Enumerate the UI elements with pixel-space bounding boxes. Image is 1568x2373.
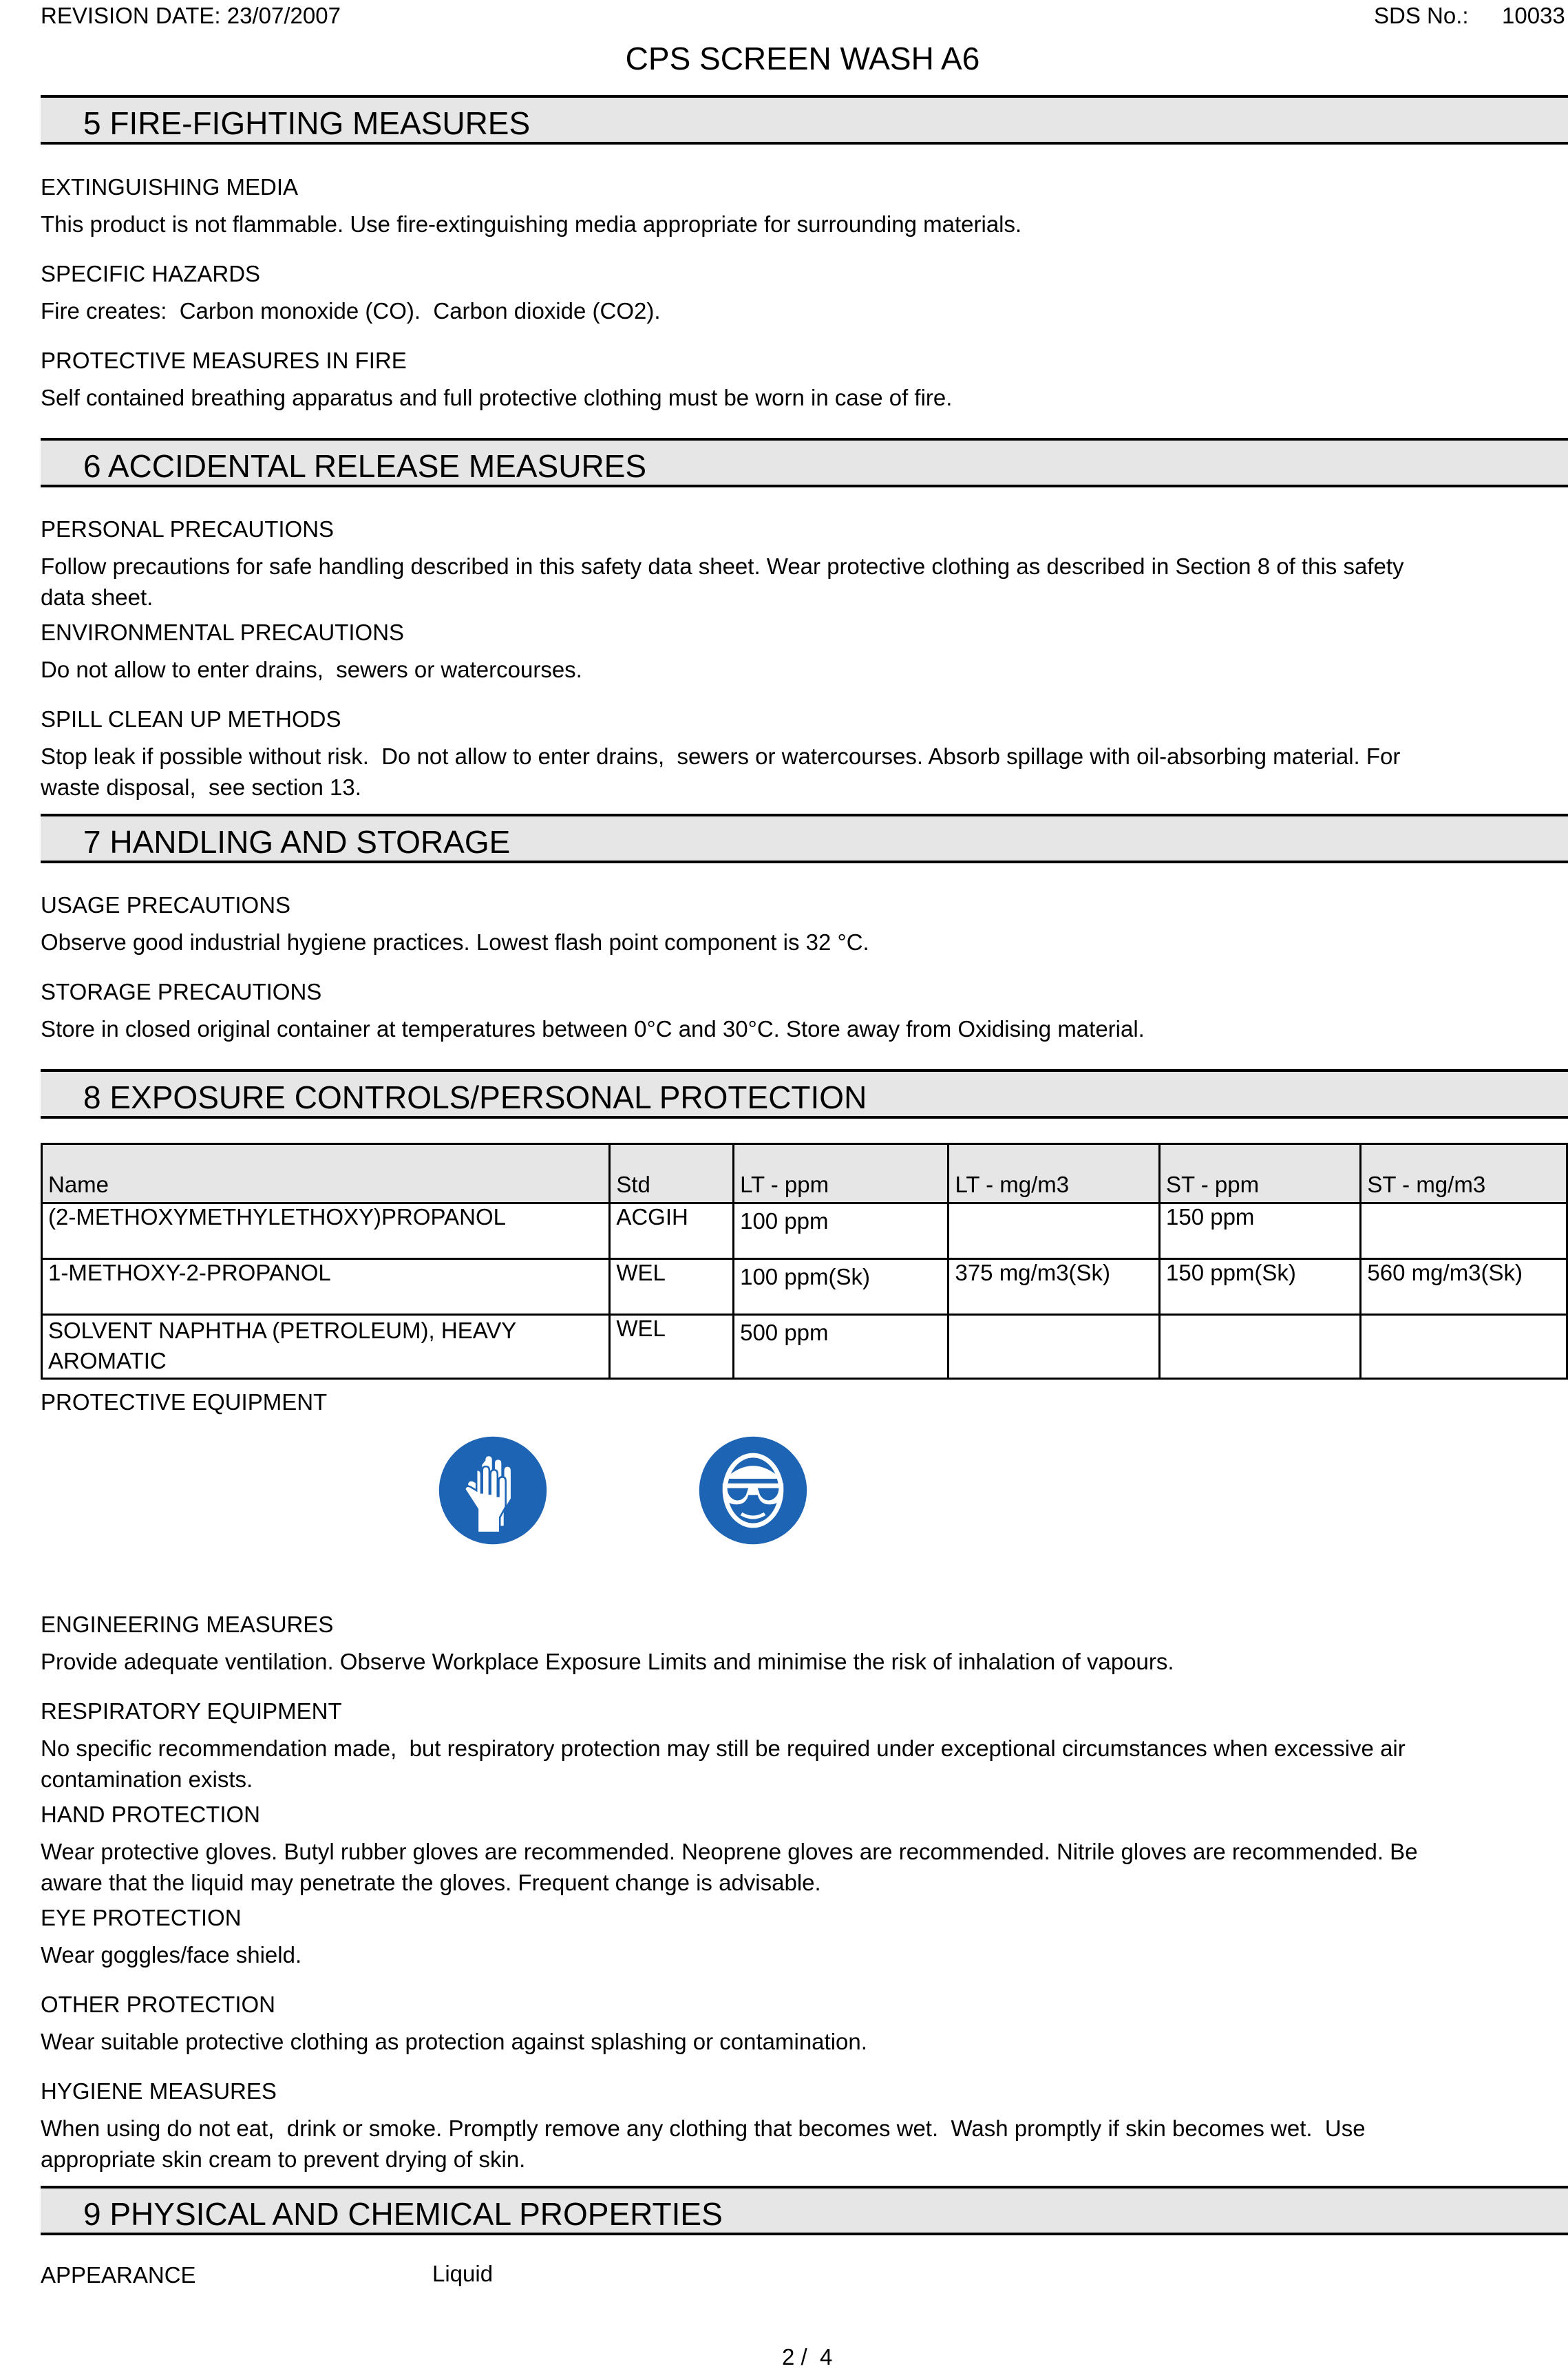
table-cell: 1-METHOXY-2-PROPANOL: [42, 1259, 610, 1315]
section-7-header: [41, 814, 1568, 863]
storage-precautions-heading: STORAGE PRECAUTIONS: [41, 979, 322, 1004]
table-cell: 150 ppm(Sk): [1159, 1259, 1360, 1315]
gloves-mandatory-icon: [434, 1432, 551, 1549]
table-cell: (2-METHOXYMETHYLETHOXY)PROPANOL: [42, 1203, 610, 1259]
table-cell: WEL: [610, 1315, 734, 1379]
section-7-title: 7 HANDLING AND STORAGE: [83, 824, 511, 860]
table-cell: 100 ppm: [734, 1203, 949, 1259]
column-header: LT - ppm: [734, 1144, 949, 1203]
sds-label: SDS No.:: [1374, 3, 1469, 28]
hand-protection-heading: HAND PROTECTION: [41, 1802, 261, 1827]
column-header: Std: [610, 1144, 734, 1203]
table-cell: 375 mg/m3(Sk): [949, 1259, 1160, 1315]
exposure-limits-table: [41, 1143, 1568, 1380]
section-5-header: [41, 95, 1568, 145]
protective-measures-text: Self contained breathing apparatus and full protective clothing must be worn in case of fire.: [41, 385, 953, 410]
table-cell: 100 ppm(Sk): [734, 1259, 949, 1315]
section-9-title: 9 PHYSICAL AND CHEMICAL PROPERTIES: [83, 2196, 723, 2232]
protective-equipment-heading: PROTECTIVE EQUIPMENT: [41, 1389, 328, 1415]
column-header: LT - mg/m3: [949, 1144, 1160, 1203]
eye-protection-text: Wear goggles/face shield.: [41, 1942, 302, 1968]
section-6-header: [41, 438, 1568, 487]
section-9-header: [41, 2186, 1568, 2235]
column-header: ST - mg/m3: [1361, 1144, 1567, 1203]
table-cell: SOLVENT NAPHTHA (PETROLEUM), HEAVY AROMATIC: [42, 1315, 610, 1379]
sds-number: 10033: [1502, 3, 1565, 28]
table-cell: 500 ppm: [734, 1315, 949, 1379]
section-8-header: [41, 1069, 1568, 1119]
document-title: CPS SCREEN WASH A6: [625, 41, 980, 76]
section-8-title: 8 EXPOSURE CONTROLS/PERSONAL PROTECTION: [83, 1079, 867, 1115]
table-row: [42, 1315, 1567, 1379]
table-cell: [1361, 1315, 1567, 1379]
other-protection-heading: OTHER PROTECTION: [41, 1992, 276, 2017]
table-cell: 150 ppm: [1159, 1203, 1360, 1259]
respiratory-equipment-text: No specific recommendation made, but respiratory protection may still be required under exceptional circumstances when excessive air contamination exists.: [41, 1736, 1412, 1792]
hygiene-measures-text: When using do not eat, drink or smoke. Promptly remove any clothing that becomes wet. Wash promptly if skin becomes wet. Use appropriate skin cream to prevent drying of skin.: [41, 2116, 1372, 2172]
usage-precautions-text: Observe good industrial hygiene practices. Lowest flash point component is 32 °C.: [41, 929, 869, 955]
specific-hazards-text: Fire creates: Carbon monoxide (CO). Carbon dioxide (CO2).: [41, 298, 661, 324]
appearance-value: Liquid: [432, 2261, 494, 2286]
table-cell: [1361, 1203, 1567, 1259]
table-row: [42, 1203, 1567, 1259]
spill-cleanup-text: Stop leak if possible without risk. Do not allow to enter drains, sewers or watercourses. Absorb spillage with oil-absorbing material. For waste disposal, see section 13.: [41, 743, 1407, 800]
table-cell: [1159, 1315, 1360, 1379]
table-cell: [949, 1203, 1160, 1259]
section-5-title: 5 FIRE-FIGHTING MEASURES: [83, 105, 531, 141]
hygiene-measures-heading: HYGIENE MEASURES: [41, 2078, 277, 2104]
revision-date: REVISION DATE: 23/07/2007: [41, 3, 341, 28]
page-number: 2 / 4: [782, 2344, 833, 2370]
table-row: [42, 1259, 1567, 1315]
protective-measures-heading: PROTECTIVE MEASURES IN FIRE: [41, 348, 407, 373]
appearance-label: APPEARANCE: [41, 2262, 196, 2288]
storage-precautions-text: Store in closed original container at temperatures between 0°C and 30°C. Store away from Oxidising material.: [41, 1016, 1145, 1042]
eye-protection-heading: EYE PROTECTION: [41, 1905, 242, 1930]
table-header-row: [42, 1144, 1567, 1203]
column-header: ST - ppm: [1159, 1144, 1360, 1203]
table-cell: ACGIH: [610, 1203, 734, 1259]
environmental-precautions-heading: ENVIRONMENTAL PRECAUTIONS: [41, 620, 405, 645]
column-header: Name: [42, 1144, 610, 1203]
engineering-measures-heading: ENGINEERING MEASURES: [41, 1612, 334, 1637]
other-protection-text: Wear suitable protective clothing as protection against splashing or contamination.: [41, 2029, 867, 2054]
personal-precautions-heading: PERSONAL PRECAUTIONS: [41, 516, 335, 542]
extinguishing-media-heading: EXTINGUISHING MEDIA: [41, 174, 299, 200]
environmental-precautions-text: Do not allow to enter drains, sewers or watercourses.: [41, 657, 582, 682]
section-6-title: 6 ACCIDENTAL RELEASE MEASURES: [83, 448, 647, 484]
spill-cleanup-heading: SPILL CLEAN UP METHODS: [41, 706, 341, 732]
hand-protection-text: Wear protective gloves. Butyl rubber gloves are recommended. Neoprene gloves are recommended. Nitrile gloves are recommended. Be aware that the liquid may penetrate the gloves. Frequent change is advisable.: [41, 1839, 1418, 1895]
table-cell: 560 mg/m3(Sk): [1361, 1259, 1567, 1315]
specific-hazards-heading: SPECIFIC HAZARDS: [41, 261, 261, 286]
table-cell: WEL: [610, 1259, 734, 1315]
personal-precautions-text: Follow precautions for safe handling described in this safety data sheet. Wear protective clothing as described in Section 8 of this safety data sheet.: [41, 553, 1404, 610]
engineering-measures-text: Provide adequate ventilation. Observe Workplace Exposure Limits and minimise the risk of inhalation of vapours.: [41, 1649, 1174, 1674]
respiratory-equipment-heading: RESPIRATORY EQUIPMENT: [41, 1698, 342, 1724]
usage-precautions-heading: USAGE PRECAUTIONS: [41, 892, 291, 918]
goggles-mandatory-icon: [695, 1432, 812, 1549]
extinguishing-media-text: This product is not flammable. Use fire-extinguishing media appropriate for surrounding materials.: [41, 211, 1022, 237]
table-cell: [949, 1315, 1160, 1379]
